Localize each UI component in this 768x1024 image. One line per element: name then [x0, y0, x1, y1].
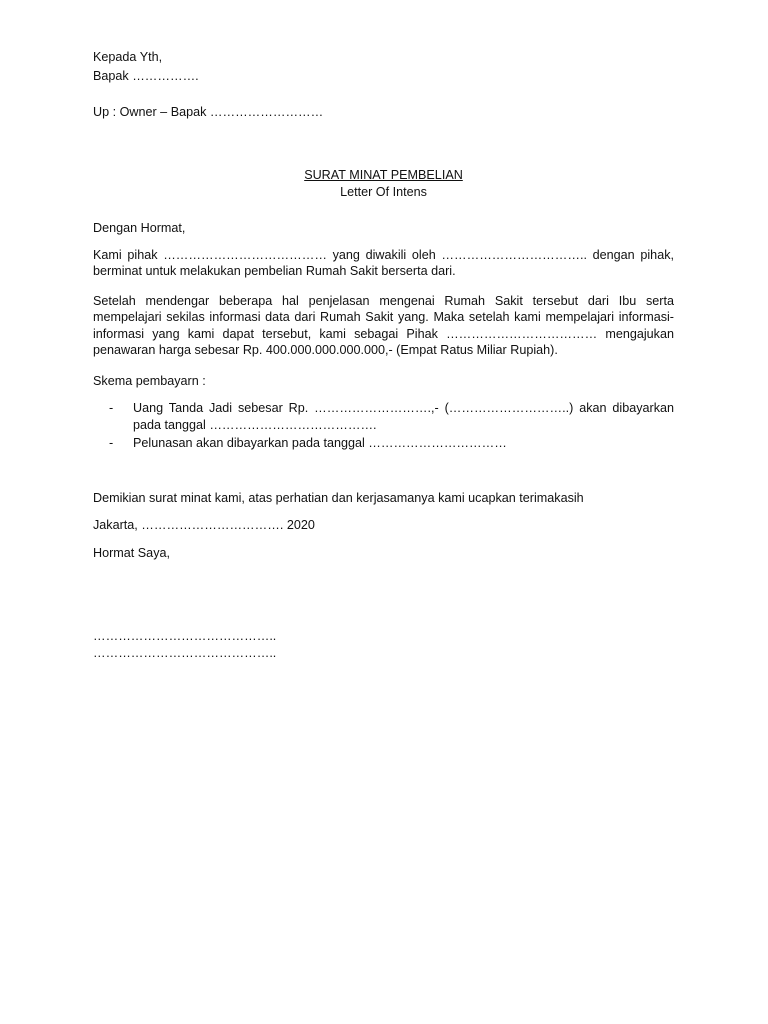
payment-heading: Skema pembayarn : [93, 374, 206, 388]
signature-title-line: …………………………………….. [93, 646, 277, 660]
recipient-line-1: Kepada Yth, [93, 50, 163, 64]
signature-name-line: …………………………………….. [93, 629, 277, 643]
recipient-line-2: Bapak ……………. [93, 69, 199, 83]
attention-line: Up : Owner – Bapak ……………………… [93, 105, 324, 119]
letter-title: SURAT MINAT PEMBELIAN [304, 168, 463, 182]
place-date: Jakarta, ……………………………. 2020 [93, 518, 315, 532]
greeting: Dengan Hormat, [93, 221, 186, 235]
payment-item-settlement: Pelunasan akan dibayarkan pada tanggal …………………………… [133, 436, 507, 450]
paragraph-offer: Setelah mendengar beberapa hal penjelasan mengenai Rumah Sakit tersebut dari Ibu serta mempelajari sekilas informasi data dari Rumah Sakit yang. Maka setelah kami mempelajari informasi-informasi yang kami dapat tersebut, kami sebagai Pihak ……………………………… mengajukan penawaran harga sebesar Rp. 400.000.000.000.000,- (Empat Ratus Miliar Rupiah). [93, 294, 674, 357]
paragraph-intro: Kami pihak ………………………………… yang diwakili oleh …………………………….. dengan pihak, berminat untuk melakukan pembelian Rumah Sakit berserta dari. [93, 248, 674, 279]
regards: Hormat Saya, [93, 546, 170, 560]
payment-item-dash: - [109, 401, 114, 415]
closing-statement: Demikian surat minat kami, atas perhatian dan kerjasamanya kami ucapkan terimakasih [93, 491, 584, 505]
letter-subtitle: Letter Of Intens [340, 185, 427, 199]
payment-item-down-payment: Uang Tanda Jadi sebesar Rp. ……………………….,- (………………………..) akan dibayarkan pada tanggal …………………………………. [133, 401, 674, 432]
payment-item-dash: - [109, 436, 114, 450]
